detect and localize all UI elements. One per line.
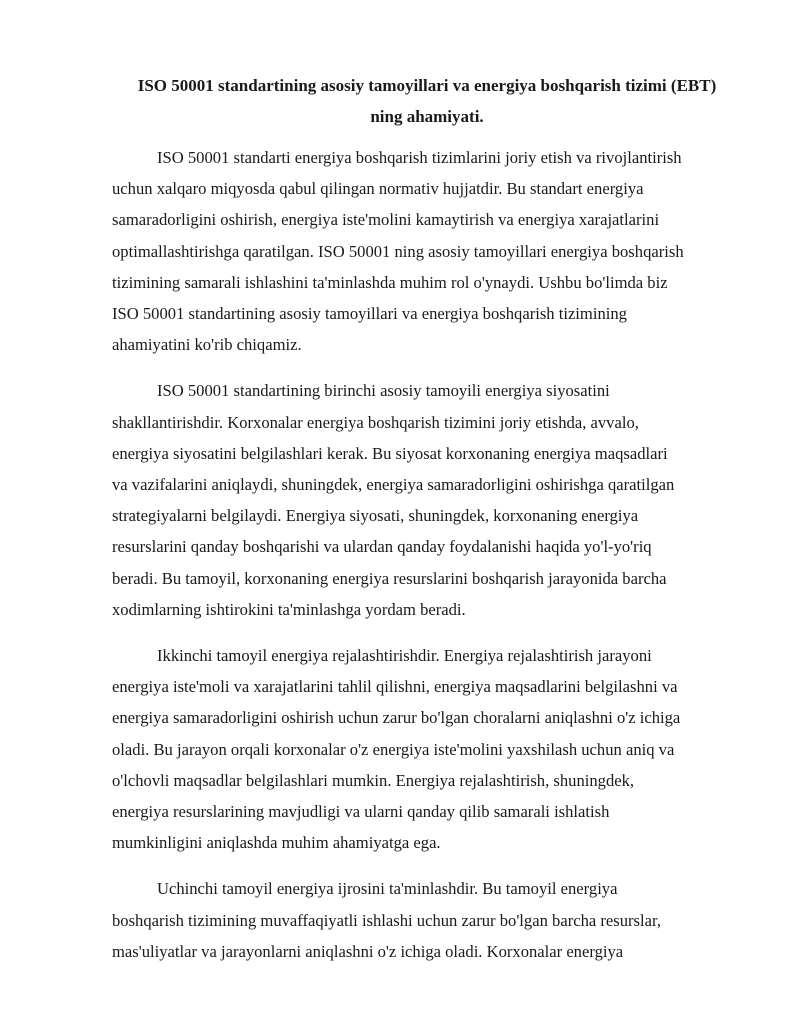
paragraph-line: boshqarish tizimining muvaffaqiyatli ishlashi uchun zarur bo'lgan barcha resurslar,	[112, 910, 662, 930]
paragraph-4	[112, 873, 752, 967]
paragraph-line: ISO 50001 standartining asosiy tamoyillari va energiya boshqarish tizimining	[112, 304, 627, 324]
paragraph-line: Uchinchi tamoyil energiya ijrosini ta'minlashdir. Bu tamoyil energiya	[157, 879, 618, 899]
title-line-2: ning ahamiyati.	[370, 107, 484, 126]
paragraph-line: mumkinligini aniqlashda muhim ahamiyatga ega.	[112, 833, 441, 853]
paragraph-line: Ikkinchi tamoyil energiya rejalashtirishdir. Energiya rejalashtirish jarayoni	[157, 646, 652, 666]
paragraph-line: mas'uliyatlar va jarayonlarni aniqlashni o'z ichiga oladi. Korxonalar energiya	[112, 941, 624, 961]
paragraph-line: strategiyalarni belgilaydi. Energiya siyosati, shuningdek, korxonaning energiya	[112, 506, 639, 526]
paragraph-line: shakllantirishdir. Korxonalar energiya boshqarish tizimini joriy etishda, avvalo,	[112, 412, 639, 432]
paragraph-line: ahamiyatini ko'rib chiqamiz.	[112, 335, 302, 355]
paragraph-line: tizimining samarali ishlashini ta'minlashda muhim rol o'ynaydi. Ushbu bo'limda biz	[112, 272, 668, 292]
document-title	[111, 70, 743, 132]
paragraph-line: optimallashtirishga qaratilgan. ISO 50001 ning asosiy tamoyillari energiya boshqarish	[112, 241, 684, 261]
paragraph-line: beradi. Bu tamoyil, korxonaning energiya resurslarini boshqarish jarayonida barcha	[112, 568, 667, 588]
paragraph-line: o'lchovli maqsadlar belgilashlari mumkin. Energiya rejalashtirish, shuningdek,	[112, 770, 635, 790]
paragraph-2	[112, 375, 752, 625]
paragraph-line: va vazifalarini aniqlaydi, shuningdek, energiya samaradorligini oshirishga qaratilgan	[112, 475, 675, 495]
paragraph-line: energiya siyosatini belgilashlari kerak. Bu siyosat korxonaning energiya maqsadlari	[112, 443, 668, 463]
paragraph-line: ISO 50001 standarti energiya boshqarish tizimlarini joriy etish va rivojlantirish	[157, 148, 682, 167]
paragraph-line: ISO 50001 standartining birinchi asosiy tamoyili energiya siyosatini	[157, 381, 610, 401]
title-line-1: ISO 50001 standartining asosiy tamoyillari va energiya boshqarish tizimi (EBT)	[137, 76, 717, 95]
paragraph-line: oladi. Bu jarayon orqali korxonalar o'z energiya iste'molini yaxshilash uchun aniq va	[112, 739, 675, 759]
paragraph-line: xodimlarning ishtirokini ta'minlashga yordam beradi.	[112, 599, 466, 619]
paragraph-line: energiya iste'moli va xarajatlarini tahlil qilishni, energiya maqsadlarini belgilashni va	[112, 677, 678, 697]
paragraph-line: resurslarini qanday boshqarishi va ulardan qanday foydalanishi haqida yo'l-yo'riq	[112, 537, 652, 557]
paragraph-line: uchun xalqaro miqyosda qabul qilingan normativ hujjatdir. Bu standart energiya	[112, 179, 644, 199]
paragraph-1	[112, 142, 752, 360]
paragraph-line: energiya resurslarining mavjudligi va ularni qanday qilib samarali ishlatish	[112, 802, 610, 822]
paragraph-line: energiya samaradorligini oshirish uchun zarur bo'lgan choralarni aniqlashni o'z ichiga	[112, 708, 681, 728]
paragraph-3	[112, 640, 752, 858]
paragraph-line: samaradorligini oshirish, energiya iste'molini kamaytirish va energiya xarajatlarini	[112, 210, 660, 230]
